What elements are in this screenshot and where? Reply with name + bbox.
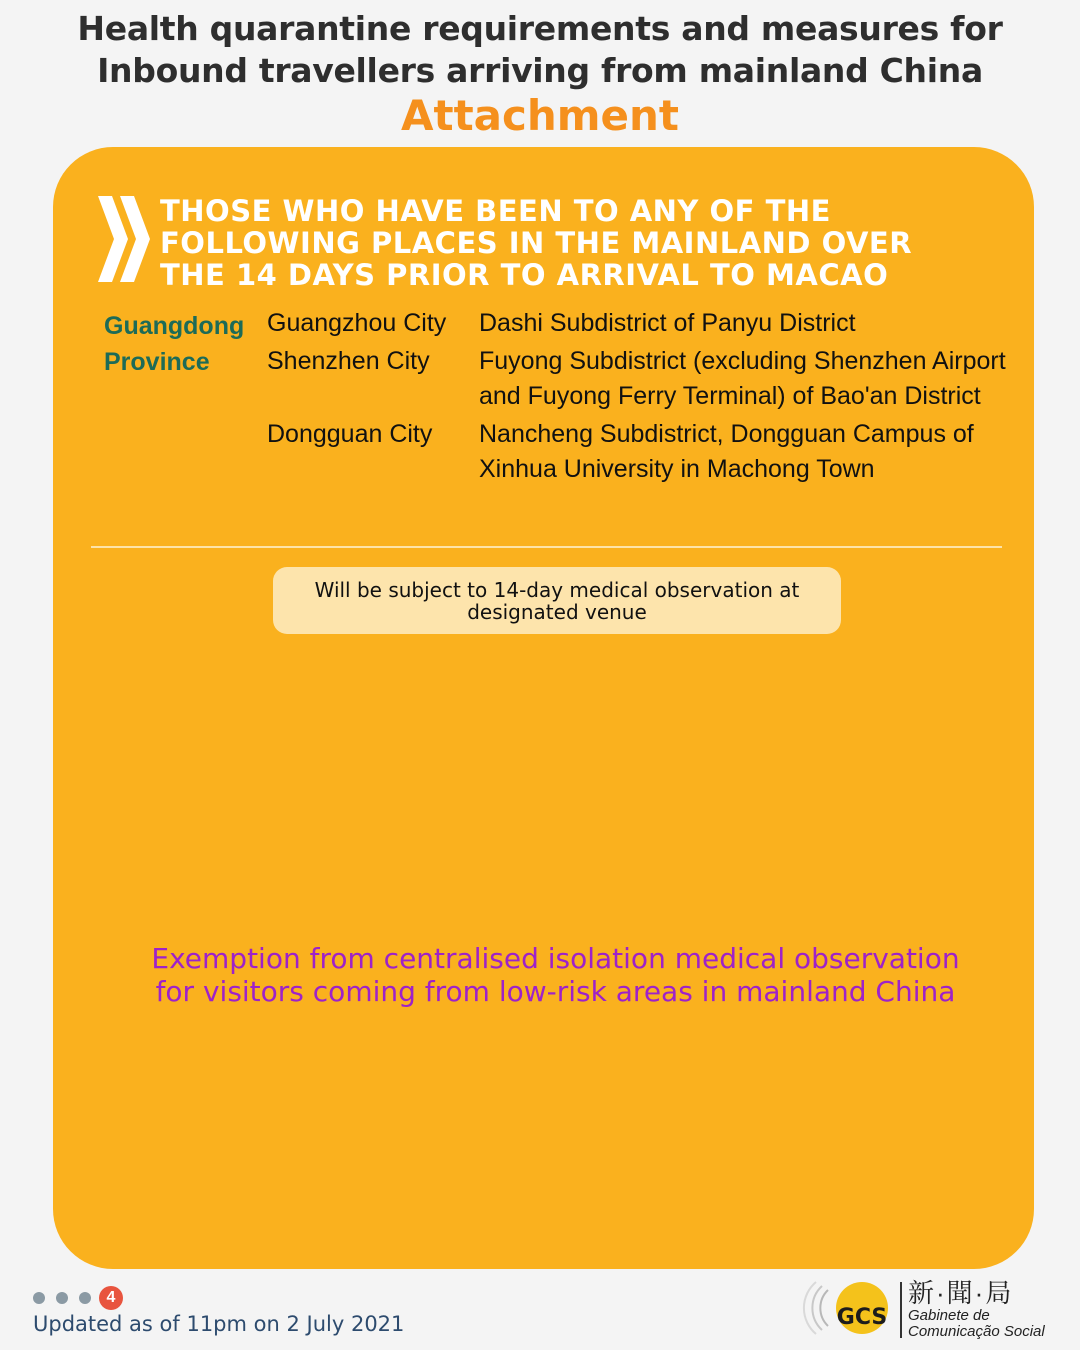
- page-subtitle-attachment: Attachment: [400, 91, 680, 140]
- logo-separator: [900, 1282, 902, 1338]
- city-name: Dongguan City: [267, 420, 433, 448]
- observation-note-text: Will be subject to 14-day medical observation at designated venue: [314, 577, 800, 624]
- page-dot[interactable]: [79, 1292, 91, 1304]
- area-description: Nancheng Subdistrict, Dongguan Campus of Xinhua University in Machong Town: [479, 420, 974, 483]
- area-description: Dashi Subdistrict of Panyu District: [479, 309, 856, 337]
- page-indicator[interactable]: [33, 1286, 123, 1310]
- observation-note: [273, 567, 841, 634]
- section-heading: THOSE WHO HAVE BEEN TO ANY OF THE FOLLOWING PLACES IN THE MAINLAND OVER THE 14 DAYS PRIOR TO ARRIVAL TO MACAO: [160, 194, 913, 292]
- updated-timestamp: Updated as of 11pm on 2 July 2021: [33, 1312, 405, 1336]
- city-name: Guangzhou City: [267, 309, 447, 337]
- double-chevron-icon: [96, 196, 152, 282]
- page-dot[interactable]: [33, 1292, 45, 1304]
- divider: [91, 546, 1002, 548]
- area-description: Fuyong Subdistrict (excluding Shenzhen Airport and Fuyong Ferry Terminal) of Bao'an District: [479, 347, 1006, 410]
- page-dot[interactable]: [56, 1292, 68, 1304]
- places-table: [267, 306, 1027, 490]
- gcs-logo-icon: [802, 1272, 898, 1344]
- province-label: Guangdong Province: [104, 312, 245, 376]
- exemption-text: Exemption from centralised isolation medical observation for visitors coming from low-risk areas in mainland China: [151, 942, 960, 1008]
- table-row: [267, 417, 1027, 487]
- table-row: [267, 344, 1027, 414]
- logo-portuguese-name: Gabinete de Comunicação Social: [908, 1307, 1045, 1340]
- current-page-badge: 4: [99, 1286, 123, 1310]
- logo-chinese-name: 新·聞·局: [908, 1278, 1014, 1308]
- table-row: [267, 306, 1027, 341]
- city-name: Shenzhen City: [267, 347, 430, 375]
- logo-initials: GCS: [836, 1305, 888, 1330]
- page-title: Health quarantine requirements and measures for Inbound travellers arriving from mainland China: [77, 9, 1003, 90]
